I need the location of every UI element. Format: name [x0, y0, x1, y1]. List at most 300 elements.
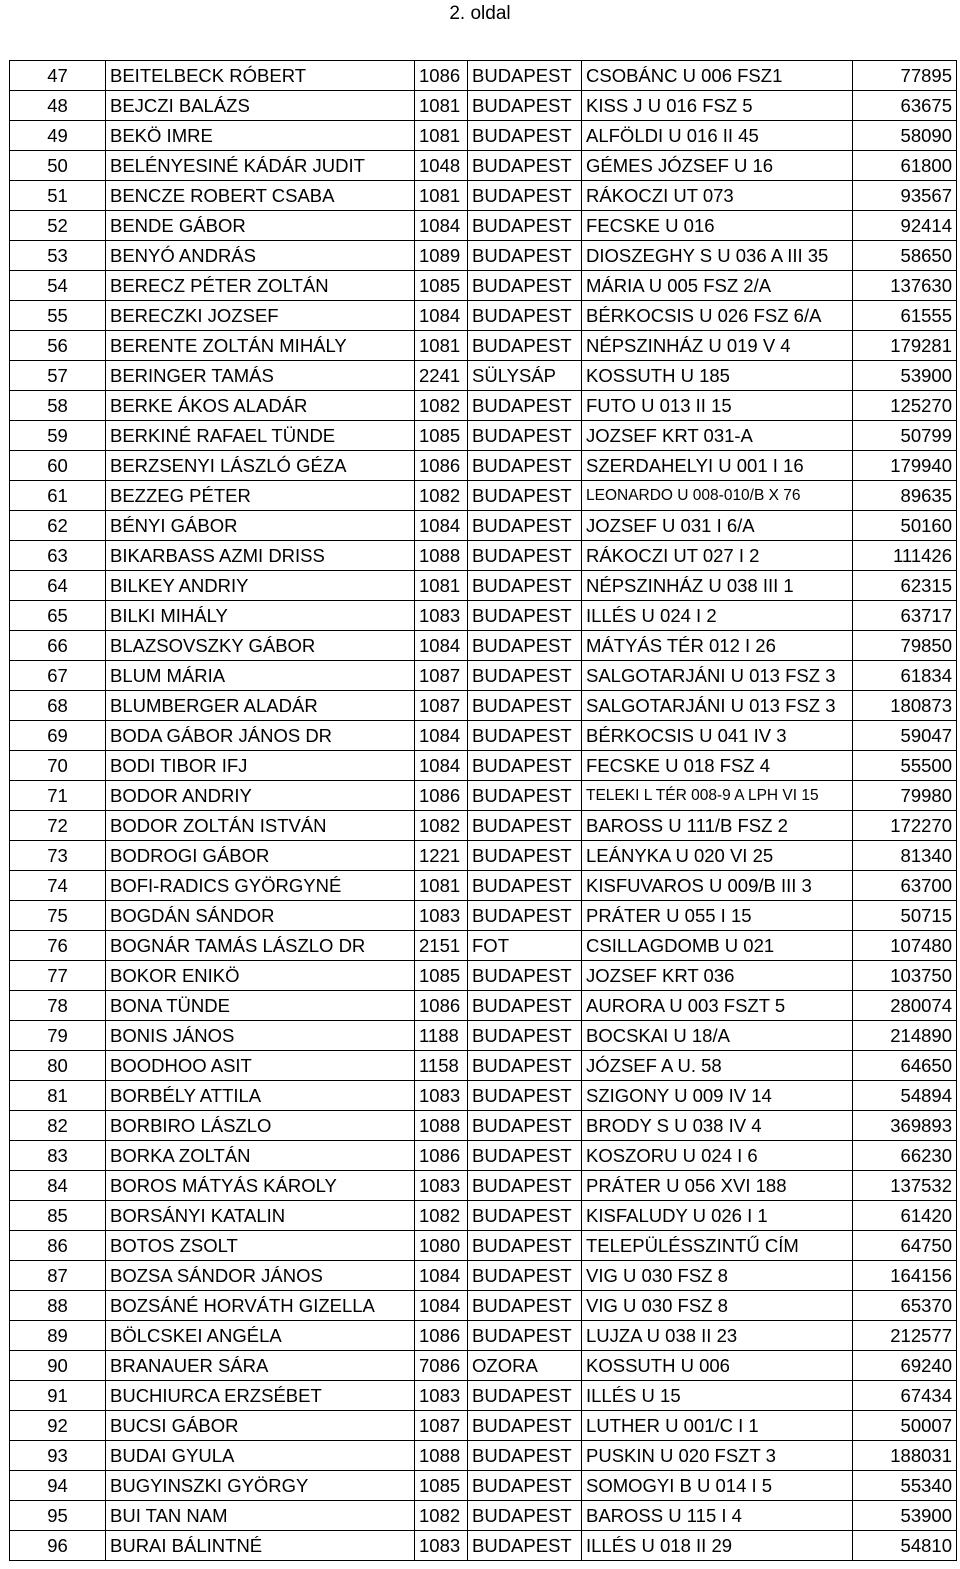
city-cell: BUDAPEST	[468, 1261, 582, 1291]
address-cell: DIOSZEGHY S U 036 A III 35	[582, 241, 853, 271]
amount-cell: 172270	[853, 811, 957, 841]
zip-cell: 1088	[415, 1441, 468, 1471]
city-cell: BUDAPEST	[468, 421, 582, 451]
name-cell: BUCSI GÁBOR	[106, 1411, 415, 1441]
zip-cell: 1158	[415, 1051, 468, 1081]
amount-cell: 58090	[853, 121, 957, 151]
zip-cell: 1083	[415, 1081, 468, 1111]
name-cell: BODOR ANDRIY	[106, 781, 415, 811]
amount-cell: 63717	[853, 601, 957, 631]
name-cell: BONA TÜNDE	[106, 991, 415, 1021]
city-cell: BUDAPEST	[468, 391, 582, 421]
name-cell: BILKEY ANDRIY	[106, 571, 415, 601]
amount-cell: 180873	[853, 691, 957, 721]
address-cell: KISFALUDY U 026 I 1	[582, 1201, 853, 1231]
table-row	[10, 451, 957, 481]
city-cell: BUDAPEST	[468, 811, 582, 841]
name-cell: BENCZE ROBERT CSABA	[106, 181, 415, 211]
records-table-body	[10, 61, 957, 1561]
zip-cell: 1087	[415, 661, 468, 691]
city-cell: BUDAPEST	[468, 1201, 582, 1231]
name-cell: BOTOS ZSOLT	[106, 1231, 415, 1261]
table-row	[10, 1441, 957, 1471]
table-row	[10, 901, 957, 931]
table-row	[10, 571, 957, 601]
table-row	[10, 1321, 957, 1351]
city-cell: BUDAPEST	[468, 1231, 582, 1261]
row-number-cell: 93	[10, 1441, 106, 1471]
table-row	[10, 1111, 957, 1141]
amount-cell: 62315	[853, 571, 957, 601]
address-cell: MÁRIA U 005 FSZ 2/A	[582, 271, 853, 301]
table-row	[10, 1021, 957, 1051]
city-cell: BUDAPEST	[468, 751, 582, 781]
city-cell: BUDAPEST	[468, 121, 582, 151]
name-cell: BONIS JÁNOS	[106, 1021, 415, 1051]
address-cell: FUTO U 013 II 15	[582, 391, 853, 421]
amount-cell: 54810	[853, 1531, 957, 1561]
table-row	[10, 1381, 957, 1411]
row-number-cell: 75	[10, 901, 106, 931]
amount-cell: 66230	[853, 1141, 957, 1171]
zip-cell: 1080	[415, 1231, 468, 1261]
address-cell: JÓZSEF A U. 58	[582, 1051, 853, 1081]
city-cell: BUDAPEST	[468, 1021, 582, 1051]
address-cell: NÉPSZINHÁZ U 019 V 4	[582, 331, 853, 361]
table-row	[10, 361, 957, 391]
table-row	[10, 871, 957, 901]
table-row	[10, 691, 957, 721]
address-cell: ALFÖLDI U 016 II 45	[582, 121, 853, 151]
name-cell: BOGNÁR TAMÁS LÁSZLO DR	[106, 931, 415, 961]
zip-cell: 1082	[415, 391, 468, 421]
city-cell: BUDAPEST	[468, 871, 582, 901]
table-row	[10, 601, 957, 631]
address-cell: JOZSEF KRT 031-A	[582, 421, 853, 451]
table-row	[10, 541, 957, 571]
address-cell: VIG U 030 FSZ 8	[582, 1291, 853, 1321]
city-cell: BUDAPEST	[468, 721, 582, 751]
row-number-cell: 94	[10, 1471, 106, 1501]
amount-cell: 81340	[853, 841, 957, 871]
zip-cell: 1084	[415, 1261, 468, 1291]
name-cell: BOZSA SÁNDOR JÁNOS	[106, 1261, 415, 1291]
amount-cell: 280074	[853, 991, 957, 1021]
amount-cell: 77895	[853, 61, 957, 91]
amount-cell: 50160	[853, 511, 957, 541]
amount-cell: 79980	[853, 781, 957, 811]
address-cell: SZIGONY U 009 IV 14	[582, 1081, 853, 1111]
table-row	[10, 331, 957, 361]
table-row	[10, 1141, 957, 1171]
name-cell: BOGDÁN SÁNDOR	[106, 901, 415, 931]
address-cell: LEONARDO U 008-010/B X 76	[582, 481, 853, 511]
table-row	[10, 181, 957, 211]
city-cell: BUDAPEST	[468, 301, 582, 331]
row-number-cell: 68	[10, 691, 106, 721]
city-cell: BUDAPEST	[468, 331, 582, 361]
table-row	[10, 121, 957, 151]
row-number-cell: 73	[10, 841, 106, 871]
row-number-cell: 77	[10, 961, 106, 991]
row-number-cell: 60	[10, 451, 106, 481]
city-cell: BUDAPEST	[468, 1471, 582, 1501]
address-cell: KOSSUTH U 185	[582, 361, 853, 391]
address-cell: JOZSEF KRT 036	[582, 961, 853, 991]
zip-cell: 1188	[415, 1021, 468, 1051]
city-cell: BUDAPEST	[468, 1501, 582, 1531]
table-row	[10, 1261, 957, 1291]
name-cell: BODROGI GÁBOR	[106, 841, 415, 871]
zip-cell: 1084	[415, 211, 468, 241]
address-cell: SZERDAHELYI U 001 I 16	[582, 451, 853, 481]
name-cell: BENDE GÁBOR	[106, 211, 415, 241]
name-cell: BENYÓ ANDRÁS	[106, 241, 415, 271]
zip-cell: 1048	[415, 151, 468, 181]
table-row	[10, 511, 957, 541]
address-cell: LEÁNYKA U 020 VI 25	[582, 841, 853, 871]
row-number-cell: 92	[10, 1411, 106, 1441]
amount-cell: 188031	[853, 1441, 957, 1471]
amount-cell: 63700	[853, 871, 957, 901]
address-cell: PUSKIN U 020 FSZT 3	[582, 1441, 853, 1471]
zip-cell: 1087	[415, 691, 468, 721]
city-cell: BUDAPEST	[468, 271, 582, 301]
address-cell: TELEPÜLÉSSZINTŰ CÍM	[582, 1231, 853, 1261]
row-number-cell: 63	[10, 541, 106, 571]
row-number-cell: 86	[10, 1231, 106, 1261]
amount-cell: 179281	[853, 331, 957, 361]
row-number-cell: 53	[10, 241, 106, 271]
zip-cell: 1084	[415, 631, 468, 661]
address-cell: AURORA U 003 FSZT 5	[582, 991, 853, 1021]
amount-cell: 61834	[853, 661, 957, 691]
name-cell: BELÉNYESINÉ KÁDÁR JUDIT	[106, 151, 415, 181]
table-row	[10, 721, 957, 751]
table-row	[10, 61, 957, 91]
address-cell: BAROSS U 111/B FSZ 2	[582, 811, 853, 841]
address-cell: PRÁTER U 056 XVI 188	[582, 1171, 853, 1201]
table-row	[10, 991, 957, 1021]
page-label: 2. oldal	[449, 3, 511, 24]
zip-cell: 7086	[415, 1351, 468, 1381]
amount-cell: 63675	[853, 91, 957, 121]
amount-cell: 61800	[853, 151, 957, 181]
city-cell: BUDAPEST	[468, 1051, 582, 1081]
amount-cell: 55500	[853, 751, 957, 781]
address-cell: JOZSEF U 031 I 6/A	[582, 511, 853, 541]
city-cell: BUDAPEST	[468, 901, 582, 931]
address-cell: SALGOTARJÁNI U 013 FSZ 3	[582, 691, 853, 721]
amount-cell: 92414	[853, 211, 957, 241]
table-row	[10, 421, 957, 451]
zip-cell: 1086	[415, 451, 468, 481]
row-number-cell: 62	[10, 511, 106, 541]
zip-cell: 1086	[415, 1321, 468, 1351]
table-row	[10, 1231, 957, 1261]
zip-cell: 1088	[415, 1111, 468, 1141]
zip-cell: 1082	[415, 481, 468, 511]
zip-cell: 1084	[415, 1291, 468, 1321]
amount-cell: 164156	[853, 1261, 957, 1291]
row-number-cell: 55	[10, 301, 106, 331]
amount-cell: 137630	[853, 271, 957, 301]
zip-cell: 1083	[415, 901, 468, 931]
city-cell: BUDAPEST	[468, 991, 582, 1021]
table-row	[10, 1291, 957, 1321]
name-cell: BERKE ÁKOS ALADÁR	[106, 391, 415, 421]
name-cell: BODOR ZOLTÁN ISTVÁN	[106, 811, 415, 841]
table-row	[10, 781, 957, 811]
name-cell: BÉNYI GÁBOR	[106, 511, 415, 541]
amount-cell: 50715	[853, 901, 957, 931]
table-row	[10, 931, 957, 961]
row-number-cell: 50	[10, 151, 106, 181]
name-cell: BODA GÁBOR JÁNOS DR	[106, 721, 415, 751]
zip-cell: 1085	[415, 271, 468, 301]
name-cell: BORBÉLY ATTILA	[106, 1081, 415, 1111]
row-number-cell: 85	[10, 1201, 106, 1231]
row-number-cell: 78	[10, 991, 106, 1021]
row-number-cell: 67	[10, 661, 106, 691]
amount-cell: 107480	[853, 931, 957, 961]
amount-cell: 64750	[853, 1231, 957, 1261]
table-row	[10, 1531, 957, 1561]
address-cell: BÉRKOCSIS U 026 FSZ 6/A	[582, 301, 853, 331]
row-number-cell: 71	[10, 781, 106, 811]
city-cell: BUDAPEST	[468, 1141, 582, 1171]
table-row	[10, 1351, 957, 1381]
city-cell: BUDAPEST	[468, 211, 582, 241]
zip-cell: 1081	[415, 871, 468, 901]
zip-cell: 1081	[415, 571, 468, 601]
city-cell: BUDAPEST	[468, 661, 582, 691]
amount-cell: 89635	[853, 481, 957, 511]
amount-cell: 50799	[853, 421, 957, 451]
amount-cell: 55340	[853, 1471, 957, 1501]
name-cell: BORBIRO LÁSZLO	[106, 1111, 415, 1141]
amount-cell: 53900	[853, 361, 957, 391]
row-number-cell: 61	[10, 481, 106, 511]
row-number-cell: 57	[10, 361, 106, 391]
address-cell: KISFUVAROS U 009/B III 3	[582, 871, 853, 901]
address-cell: VIG U 030 FSZ 8	[582, 1261, 853, 1291]
address-cell: KOSZORU U 024 I 6	[582, 1141, 853, 1171]
amount-cell: 59047	[853, 721, 957, 751]
table-row	[10, 301, 957, 331]
zip-cell: 1089	[415, 241, 468, 271]
records-table	[9, 60, 957, 1561]
row-number-cell: 80	[10, 1051, 106, 1081]
table-row	[10, 841, 957, 871]
name-cell: BORSÁNYI KATALIN	[106, 1201, 415, 1231]
table-row	[10, 1171, 957, 1201]
row-number-cell: 90	[10, 1351, 106, 1381]
name-cell: BERKINÉ RAFAEL TÜNDE	[106, 421, 415, 451]
city-cell: BUDAPEST	[468, 1441, 582, 1471]
address-cell: KISS J U 016 FSZ 5	[582, 91, 853, 121]
address-cell: GÉMES JÓZSEF U 16	[582, 151, 853, 181]
table-row	[10, 271, 957, 301]
address-cell: SALGOTARJÁNI U 013 FSZ 3	[582, 661, 853, 691]
city-cell: BUDAPEST	[468, 481, 582, 511]
table-row	[10, 1411, 957, 1441]
address-cell: BÉRKOCSIS U 041 IV 3	[582, 721, 853, 751]
table-row	[10, 211, 957, 241]
row-number-cell: 88	[10, 1291, 106, 1321]
zip-cell: 1084	[415, 301, 468, 331]
amount-cell: 53900	[853, 1501, 957, 1531]
name-cell: BODI TIBOR IFJ	[106, 751, 415, 781]
amount-cell: 79850	[853, 631, 957, 661]
address-cell: RÁKOCZI UT 073	[582, 181, 853, 211]
name-cell: BERENTE ZOLTÁN MIHÁLY	[106, 331, 415, 361]
row-number-cell: 83	[10, 1141, 106, 1171]
amount-cell: 137532	[853, 1171, 957, 1201]
row-number-cell: 72	[10, 811, 106, 841]
name-cell: BOKOR ENIKÖ	[106, 961, 415, 991]
zip-cell: 1082	[415, 1201, 468, 1231]
city-cell: BUDAPEST	[468, 1321, 582, 1351]
name-cell: BUCHIURCA ERZSÉBET	[106, 1381, 415, 1411]
name-cell: BORKA ZOLTÁN	[106, 1141, 415, 1171]
address-cell: ILLÉS U 018 II 29	[582, 1531, 853, 1561]
table-row	[10, 391, 957, 421]
city-cell: BUDAPEST	[468, 181, 582, 211]
city-cell: OZORA	[468, 1351, 582, 1381]
name-cell: BUDAI GYULA	[106, 1441, 415, 1471]
table-row	[10, 1501, 957, 1531]
zip-cell: 2151	[415, 931, 468, 961]
zip-cell: 1083	[415, 601, 468, 631]
row-number-cell: 49	[10, 121, 106, 151]
amount-cell: 369893	[853, 1111, 957, 1141]
name-cell: BEZZEG PÉTER	[106, 481, 415, 511]
name-cell: BOFI-RADICS GYÖRGYNÉ	[106, 871, 415, 901]
city-cell: SÜLYSÁP	[468, 361, 582, 391]
table-row	[10, 1471, 957, 1501]
zip-cell: 1086	[415, 61, 468, 91]
amount-cell: 179940	[853, 451, 957, 481]
address-cell: ILLÉS U 15	[582, 1381, 853, 1411]
zip-cell: 1081	[415, 181, 468, 211]
name-cell: BERECZ PÉTER ZOLTÁN	[106, 271, 415, 301]
amount-cell: 58650	[853, 241, 957, 271]
amount-cell: 125270	[853, 391, 957, 421]
address-cell: MÁTYÁS TÉR 012 I 26	[582, 631, 853, 661]
table-row	[10, 751, 957, 781]
city-cell: BUDAPEST	[468, 241, 582, 271]
address-cell: SOMOGYI B U 014 I 5	[582, 1471, 853, 1501]
city-cell: BUDAPEST	[468, 1081, 582, 1111]
name-cell: BEITELBECK RÓBERT	[106, 61, 415, 91]
table-row	[10, 1051, 957, 1081]
amount-cell: 93567	[853, 181, 957, 211]
name-cell: BLUMBERGER ALADÁR	[106, 691, 415, 721]
address-cell: CSILLAGDOMB U 021	[582, 931, 853, 961]
address-cell: FECSKE U 016	[582, 211, 853, 241]
row-number-cell: 96	[10, 1531, 106, 1561]
table-row	[10, 1081, 957, 1111]
name-cell: BOZSÁNÉ HORVÁTH GIZELLA	[106, 1291, 415, 1321]
address-cell: RÁKOCZI UT 027 I 2	[582, 541, 853, 571]
row-number-cell: 79	[10, 1021, 106, 1051]
city-cell: BUDAPEST	[468, 61, 582, 91]
table-row	[10, 661, 957, 691]
row-number-cell: 81	[10, 1081, 106, 1111]
zip-cell: 2241	[415, 361, 468, 391]
row-number-cell: 70	[10, 751, 106, 781]
city-cell: BUDAPEST	[468, 571, 582, 601]
name-cell: BEKÖ IMRE	[106, 121, 415, 151]
amount-cell: 212577	[853, 1321, 957, 1351]
zip-cell: 1084	[415, 511, 468, 541]
name-cell: BUI TAN NAM	[106, 1501, 415, 1531]
row-number-cell: 58	[10, 391, 106, 421]
name-cell: BERINGER TAMÁS	[106, 361, 415, 391]
row-number-cell: 54	[10, 271, 106, 301]
row-number-cell: 64	[10, 571, 106, 601]
address-cell: BAROSS U 115 I 4	[582, 1501, 853, 1531]
zip-cell: 1085	[415, 961, 468, 991]
address-cell: BRODY S U 038 IV 4	[582, 1111, 853, 1141]
table-row	[10, 91, 957, 121]
name-cell: BÖLCSKEI ANGÉLA	[106, 1321, 415, 1351]
city-cell: BUDAPEST	[468, 601, 582, 631]
name-cell: BOROS MÁTYÁS KÁROLY	[106, 1171, 415, 1201]
address-cell: LUJZA U 038 II 23	[582, 1321, 853, 1351]
city-cell: BUDAPEST	[468, 1171, 582, 1201]
table-row	[10, 151, 957, 181]
zip-cell: 1084	[415, 721, 468, 751]
zip-cell: 1082	[415, 1501, 468, 1531]
row-number-cell: 82	[10, 1111, 106, 1141]
row-number-cell: 74	[10, 871, 106, 901]
row-number-cell: 91	[10, 1381, 106, 1411]
row-number-cell: 66	[10, 631, 106, 661]
row-number-cell: 76	[10, 931, 106, 961]
city-cell: BUDAPEST	[468, 541, 582, 571]
city-cell: BUDAPEST	[468, 511, 582, 541]
zip-cell: 1088	[415, 541, 468, 571]
zip-cell: 1081	[415, 331, 468, 361]
address-cell: KOSSUTH U 006	[582, 1351, 853, 1381]
row-number-cell: 89	[10, 1321, 106, 1351]
zip-cell: 1083	[415, 1171, 468, 1201]
table-row	[10, 1201, 957, 1231]
name-cell: BILKI MIHÁLY	[106, 601, 415, 631]
zip-cell: 1082	[415, 811, 468, 841]
city-cell: BUDAPEST	[468, 841, 582, 871]
amount-cell: 111426	[853, 541, 957, 571]
city-cell: BUDAPEST	[468, 961, 582, 991]
zip-cell: 1087	[415, 1411, 468, 1441]
zip-cell: 1086	[415, 781, 468, 811]
zip-cell: 1081	[415, 121, 468, 151]
city-cell: BUDAPEST	[468, 91, 582, 121]
amount-cell: 61555	[853, 301, 957, 331]
city-cell: BUDAPEST	[468, 631, 582, 661]
row-number-cell: 87	[10, 1261, 106, 1291]
amount-cell: 65370	[853, 1291, 957, 1321]
row-number-cell: 95	[10, 1501, 106, 1531]
address-cell: FECSKE U 018 FSZ 4	[582, 751, 853, 781]
city-cell: BUDAPEST	[468, 1291, 582, 1321]
name-cell: BOODHOO ASIT	[106, 1051, 415, 1081]
amount-cell: 69240	[853, 1351, 957, 1381]
row-number-cell: 48	[10, 91, 106, 121]
zip-cell: 1086	[415, 1141, 468, 1171]
